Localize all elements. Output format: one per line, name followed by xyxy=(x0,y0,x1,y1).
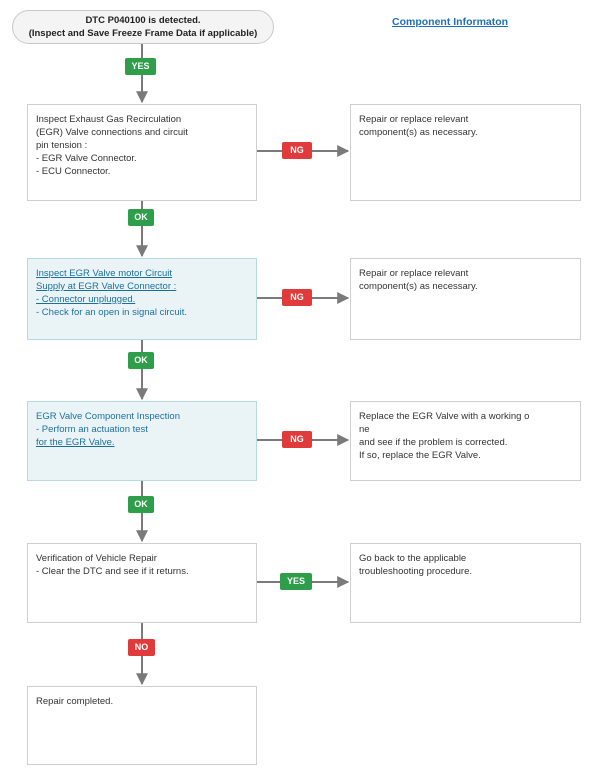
step-1-box xyxy=(27,104,257,201)
ng-tag-1: NG xyxy=(282,142,312,159)
ok-tag-2: OK xyxy=(128,352,154,369)
step-1-line-5: - ECU Connector. xyxy=(36,166,111,177)
step-2-result-box xyxy=(350,258,581,340)
yes-tag-2: YES xyxy=(280,573,312,590)
final-box xyxy=(27,686,257,765)
step-4-result-box xyxy=(350,543,581,623)
step-4-line-1: Verification of Vehicle Repair xyxy=(36,553,157,564)
step-1-line-4: - EGR Valve Connector. xyxy=(36,153,137,164)
no-tag: NO xyxy=(128,639,155,656)
step-4-box xyxy=(27,543,257,623)
step-3-result-box xyxy=(350,401,581,481)
step-4-line-2: - Clear the DTC and see if it returns. xyxy=(36,566,189,577)
step-4-result-line-2: troubleshooting procedure. xyxy=(359,566,473,577)
step-3-box xyxy=(27,401,257,481)
start-node xyxy=(12,10,274,44)
step-3-link-3[interactable]: for the EGR Valve. xyxy=(36,437,115,448)
step-3-result-line-1: Replace the EGR Valve with a working o xyxy=(359,411,530,422)
step-2-link-1[interactable]: Inspect EGR Valve motor Circuit xyxy=(36,268,173,279)
step-3-result-line-2: ne xyxy=(359,424,370,435)
step-2-result-line-2: component(s) as necessary. xyxy=(359,281,478,292)
step-3-result-line-3: and see if the problem is corrected. xyxy=(359,437,508,448)
ng-tag-3: NG xyxy=(282,431,312,448)
step-1-line-2: (EGR) Valve connections and circuit xyxy=(36,127,188,138)
component-information-link[interactable]: Component Informaton xyxy=(392,16,509,28)
ok-tag-3: OK xyxy=(128,496,154,513)
ng-tag-2: NG xyxy=(282,289,312,306)
step-1-result-box xyxy=(350,104,581,201)
step-1-result-line-2: component(s) as necessary. xyxy=(359,127,478,138)
step-1-line-3: pin tension : xyxy=(36,140,88,151)
start-line-1: DTC P040100 is detected. xyxy=(85,15,201,26)
final-text: Repair completed. xyxy=(36,696,114,707)
step-2-link-3[interactable]: - Connector unplugged. xyxy=(36,294,136,305)
yes-tag: YES xyxy=(125,58,156,75)
step-1-result-line-1: Repair or replace relevant xyxy=(359,114,469,125)
step-3-result-line-4: If so, replace the EGR Valve. xyxy=(359,450,481,461)
step-2-line-4: - Check for an open in signal circuit. xyxy=(36,307,188,318)
step-2-link-2[interactable]: Supply at EGR Valve Connector : xyxy=(36,281,177,292)
step-3-line-2: - Perform an actuation test xyxy=(36,424,148,435)
step-2-result-line-1: Repair or replace relevant xyxy=(359,268,469,279)
step-2-box xyxy=(27,258,257,340)
ok-tag-1: OK xyxy=(128,209,154,226)
start-line-2: (Inspect and Save Freeze Frame Data if applicable) xyxy=(28,28,258,39)
step-1-line-1: Inspect Exhaust Gas Recirculation xyxy=(36,114,182,125)
step-4-result-line-1: Go back to the applicable xyxy=(359,553,467,564)
step-3-line-1: EGR Valve Component Inspection xyxy=(36,411,180,422)
